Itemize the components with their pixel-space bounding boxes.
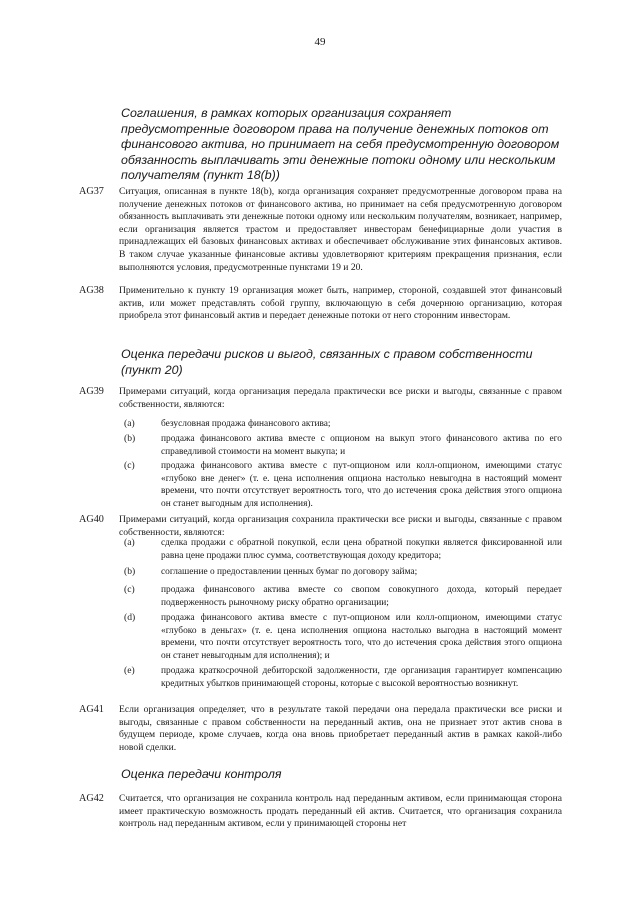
list-item: соглашение о предоставлении ценных бумаг по договору займа; [161,567,418,577]
list-item: продажа финансового актива вместе с пут-опционом или колл-опционом, имеющими статус «глубоко в деньгах» (т. е. цена исполнения опциона настолько выгодна в настоящий момент времени, что почти отсутствует вероятность того, что до истечения срока действия этого опциона он станет невыгодным для исполнения); и [161,613,562,661]
paragraph-ag40: Примерами ситуаций, когда организация сохранила практически все риски и выгоды, связанные с правом собственности, являются: [119,514,562,538]
section-heading-control: Оценка передачи контроля [121,767,282,781]
list-item-label: (c) [124,584,135,595]
list-item-label: (d) [124,612,136,623]
list-item: продажа краткосрочной дебиторской задолженности, где организация гарантирует компенсацию кредитных убытков принимающей стороны, которые с высокой вероятностью возникнут. [161,666,562,689]
list-item: продажа финансового актива вместе со свопом совокупного дохода, который передает подверженность рыночному риску обратно организации; [161,585,562,608]
list-item: продажа финансового актива вместе с опционом на выкуп этого финансового актива по его справедливой стоимости на момент выкупа; и [161,434,562,457]
list-item-label: (e) [124,665,135,676]
paragraph-label-ag40: AG40 [79,514,104,525]
list-item: сделка продажи с обратной покупкой, если цена обратной покупки является фиксированной или равна цене продажи плюс сумма, соответствующая доходу кредитора; [161,538,562,561]
section-heading-risks: Оценка передачи рисков и выгод, связанных с правом собственности (пункт 20) [121,347,533,377]
paragraph-ag38: Применительно к пункту 19 организация может быть, например, стороной, создавшей этот финансовый актив, или может представлять собой группу, включающую в себя дочернюю организацию, которая приобрела этот финансовый актив и передает денежные потоки от него сторонним инвесторам. [119,285,562,322]
paragraph-label-ag42: AG42 [79,793,104,804]
paragraph-label-ag38: AG38 [79,285,104,296]
section-heading-agreements: Соглашения, в рамках которых организация сохраняет предусмотренные договором права на получение денежных потоков от финансового актива, но принимает на себя предусмотренную договором обязанность выплачивать эти денежные потоки одному или нескольким получателям (пункт 18(b)) [121,106,560,183]
paragraph-label-ag37: AG37 [79,186,104,197]
list-item-label: (b) [124,433,136,444]
page-number: 49 [314,36,326,48]
list-item: продажа финансового актива вместе с пут-опционом или колл-опционом, имеющими статус «глубоко вне денег» (т. е. цена исполнения опциона настолько невыгодна в настоящий момент времени, что почти отсутствует вероятность того, что до истечения срока действия этого опциона он станет выгодным для исполнения). [161,461,562,509]
paragraph-ag42: Считается, что организация не сохранила контроль над переданным активом, если принимающая сторона имеет практическую возможность продать переданный ей актив. Считается, что организация сохранила контроль над переданным активом, если у принимающей стороны нет [119,793,562,830]
list-item: безусловная продажа финансового актива; [161,419,331,429]
list-item-label: (a) [124,537,135,548]
list-item-label: (b) [124,566,136,577]
paragraph-ag41: Если организация определяет, что в результате такой передачи она передала практически все риски и выгоды, связанные с правом собственности на переданный актив, она не признает этот актив снова в будущем периоде, кроме случаев, когда она вновь приобретает переданный актив в рамках какой-либо новой сделки. [119,704,562,753]
list-item-label: (c) [124,460,135,471]
paragraph-label-ag39: AG39 [79,386,104,397]
list-item-label: (a) [124,418,135,429]
paragraph-ag37: Ситуация, описанная в пункте 18(b), когда организация сохраняет предусмотренные договором права на получение денежных потоков от финансового актива, но принимает на себя предусмотренную договором обязанность выплачивать эти денежные потоки одному или нескольким получателям, возникает, например, если организация является трастом и предоставляет инвесторам бенефициарные доли участия в принадлежащих ей базовых финансовых активах и обеспечивает обслуживание этих финансовых активов. В таком случае указанные финансовые активы удовлетворяют критериям прекращения признания, если выполняются условия, предусмотренные пунктами 19 и 20. [119,186,562,273]
paragraph-label-ag41: AG41 [79,704,104,715]
paragraph-ag39: Примерами ситуаций, когда организация передала практически все риски и выгоды, связанные с правом собственности, являются: [119,386,562,410]
